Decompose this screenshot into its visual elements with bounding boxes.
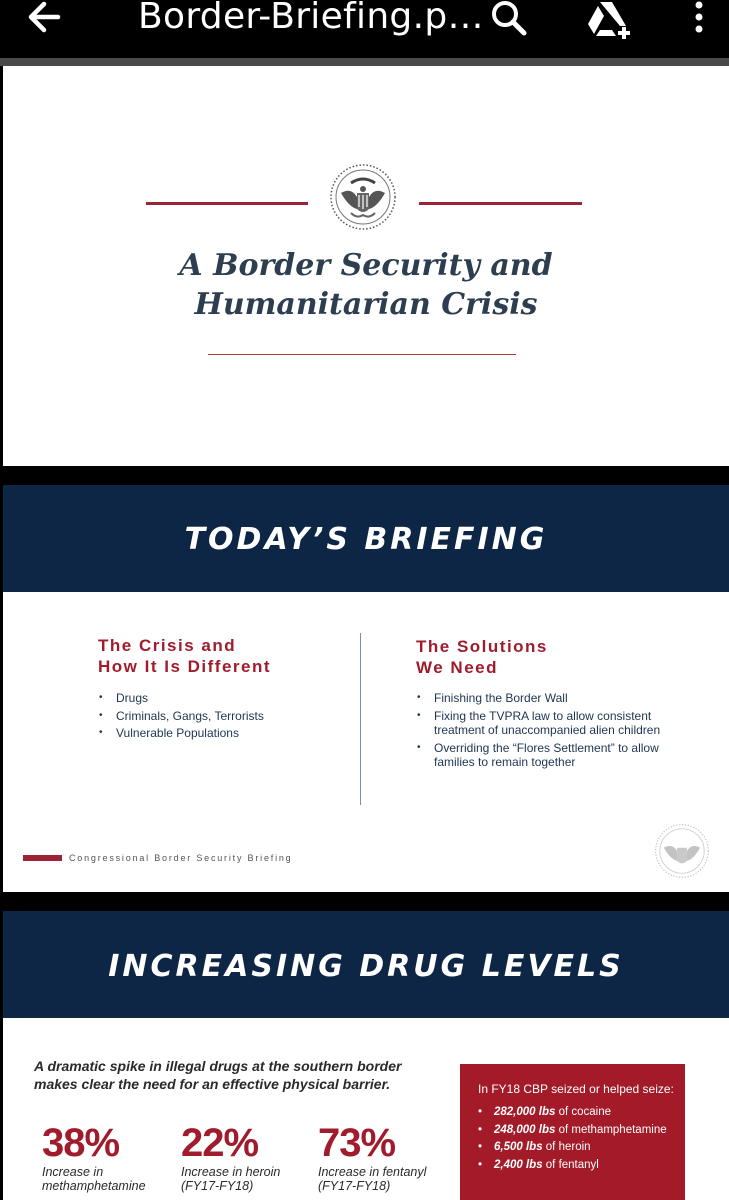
stat-description — [318, 1165, 426, 1193]
seizure-drug: of cocaine — [555, 1106, 612, 1118]
stat-value: 73% — [318, 1121, 396, 1165]
stat-value: 22% — [181, 1121, 259, 1165]
column-divider — [360, 633, 361, 805]
list-item: • Drugs — [99, 691, 329, 706]
stat-desc-line1: Increase in heroin — [181, 1165, 281, 1179]
right-column-heading — [416, 636, 548, 678]
more-vert-icon[interactable] — [690, 0, 710, 40]
list-item — [478, 1139, 667, 1157]
stat-meth — [42, 1121, 146, 1193]
seizure-box — [460, 1064, 685, 1200]
back-arrow-icon[interactable] — [22, 0, 70, 36]
seizure-drug: of heroin — [542, 1141, 591, 1153]
app-bar — [0, 0, 729, 58]
list-item: • Overriding the “Flores Settlement” to allow families to remain together — [417, 741, 667, 770]
slide-heading: TODAY’S BRIEFING — [184, 522, 548, 557]
stat-desc-line1: Increase in fentanyl — [318, 1165, 427, 1179]
solutions-list — [417, 691, 667, 773]
left-heading-line1: The Crisis and — [98, 636, 237, 655]
right-red-rule — [419, 202, 582, 205]
stat-desc-line2: (FY17-FY18) — [181, 1179, 254, 1193]
title-underline — [208, 354, 516, 355]
list-item: • Fixing the TVPRA law to allow consistent treatment of unaccompanied alien children — [417, 709, 667, 738]
list-item: • Criminals, Gangs, Terrorists — [99, 709, 329, 724]
stat-fentanyl — [318, 1121, 426, 1193]
cover-title-line2: Humanitarian Crisis — [194, 287, 538, 322]
right-heading-line2: We Need — [416, 658, 498, 677]
seizure-amount: 6,500 lbs — [494, 1141, 543, 1153]
page-strip — [0, 58, 729, 66]
list-item — [478, 1157, 667, 1175]
seizure-list — [478, 1104, 667, 1174]
list-item: • Vulnerable Populations — [99, 726, 329, 741]
stat-description — [42, 1165, 146, 1193]
right-heading-line1: The Solutions — [416, 637, 548, 656]
footer-text: Congressional Border Security Briefing — [69, 853, 293, 863]
drive-add-icon[interactable] — [586, 0, 634, 40]
slide-title — [3, 66, 729, 466]
cover-title-line1: A Border Security and — [179, 248, 553, 283]
seizure-box-heading: In FY18 CBP seized or helped seize: — [478, 1082, 674, 1096]
seizure-amount: 282,000 lbs — [494, 1106, 556, 1118]
list-item — [478, 1122, 667, 1140]
left-red-rule — [146, 202, 308, 205]
stat-desc-line1: Increase in — [42, 1165, 104, 1179]
seizure-drug: of fentanyl — [542, 1158, 599, 1171]
list-item: • Finishing the Border Wall — [417, 691, 667, 706]
cover-title — [3, 246, 729, 324]
stat-desc-line2: methamphetamine — [42, 1179, 146, 1193]
seizure-drug: of methamphetamine — [555, 1123, 667, 1136]
stat-desc-line2: (FY17-FY18) — [318, 1179, 391, 1193]
presidential-seal-watermark-icon — [654, 823, 710, 884]
stat-value: 38% — [42, 1121, 120, 1165]
left-column-heading — [98, 635, 271, 677]
seizure-amount: 248,000 lbs — [494, 1123, 556, 1136]
lead-line1: A dramatic spike in illegal drugs at the southern border — [34, 1058, 402, 1074]
list-item — [478, 1104, 667, 1122]
lead-statement — [34, 1057, 424, 1093]
slide-heading: INCREASING DRUG LEVELS — [108, 949, 624, 984]
presidential-seal-icon — [329, 163, 397, 236]
seizure-amount: 2,400 lbs — [494, 1158, 543, 1171]
lead-line2: makes clear the need for an effective physical barrier. — [34, 1076, 391, 1092]
left-heading-line2: How It Is Different — [98, 657, 272, 676]
crisis-list — [99, 691, 329, 744]
search-icon[interactable] — [486, 0, 530, 40]
document-title: Border-Briefing.p… — [138, 0, 484, 37]
stat-description — [181, 1165, 280, 1193]
slide-briefing — [3, 485, 729, 892]
footer-accent-bar — [23, 855, 62, 861]
slide-drug-levels — [3, 911, 729, 1200]
stat-heroin — [181, 1121, 280, 1193]
